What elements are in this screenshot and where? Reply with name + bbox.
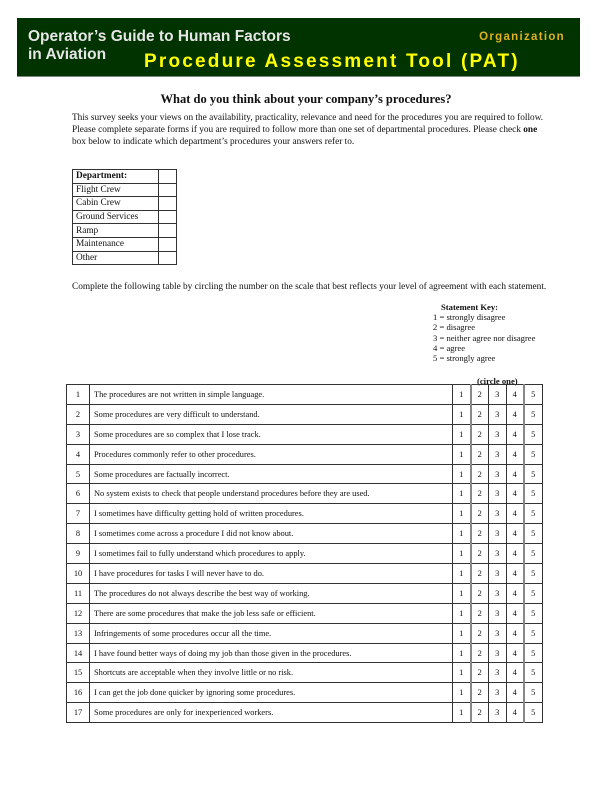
rating-option-1[interactable]: 1 [453, 583, 471, 603]
intro-bold-one: one [523, 125, 538, 136]
statement-key-item: 5 = strongly agree [433, 353, 496, 364]
rating-option-3[interactable]: 3 [489, 484, 507, 504]
statement-row [67, 504, 543, 524]
statement-number: 13 [67, 623, 90, 643]
rating-option-1[interactable]: 1 [453, 603, 471, 623]
statement-text: Infringements of some procedures occur all the time. [90, 623, 453, 643]
statement-key [433, 302, 535, 363]
rating-option-5[interactable]: 5 [524, 484, 542, 504]
statement-number: 3 [67, 424, 90, 444]
rating-option-2[interactable]: 2 [471, 524, 489, 544]
rating-option-1[interactable]: 1 [453, 683, 471, 703]
statement-number: 7 [67, 504, 90, 524]
rating-option-5[interactable]: 5 [524, 623, 542, 643]
rating-option-5[interactable]: 5 [524, 524, 542, 544]
statement-number: 15 [67, 663, 90, 683]
rating-option-5[interactable]: 5 [524, 663, 542, 683]
statement-text: I have found better ways of doing my job than those given in the procedures. [90, 643, 453, 663]
statement-row [67, 583, 543, 603]
statement-number: 2 [67, 404, 90, 424]
rating-option-4[interactable]: 4 [506, 484, 524, 504]
department-option-label: Ground Services [73, 210, 159, 224]
statement-number: 9 [67, 544, 90, 564]
rating-option-4[interactable]: 4 [506, 524, 524, 544]
department-option-row [73, 210, 177, 224]
statement-text: Procedures commonly refer to other procedures. [90, 444, 453, 464]
rating-option-4[interactable]: 4 [506, 683, 524, 703]
department-option-label: Flight Crew [73, 183, 159, 197]
department-checkbox-maintenance[interactable] [159, 237, 177, 251]
statements-table [66, 384, 543, 723]
statement-row [67, 404, 543, 424]
department-option-label: Other [73, 251, 159, 265]
rating-option-1[interactable]: 1 [453, 424, 471, 444]
rating-option-4[interactable]: 4 [506, 424, 524, 444]
statement-row [67, 603, 543, 623]
department-header: Department: [73, 170, 159, 184]
rating-option-2[interactable]: 2 [471, 583, 489, 603]
rating-option-3[interactable]: 3 [489, 404, 507, 424]
statement-row [67, 623, 543, 643]
statement-key-item: 1 = strongly disagree [433, 312, 506, 323]
rating-option-5[interactable]: 5 [524, 703, 542, 723]
rating-option-1[interactable]: 1 [453, 524, 471, 544]
department-checkbox-flight-crew[interactable] [159, 183, 177, 197]
rating-option-4[interactable]: 4 [506, 623, 524, 643]
rating-option-2[interactable]: 2 [471, 643, 489, 663]
statement-text: There are some procedures that make the job less safe or efficient. [90, 603, 453, 623]
scale-caption: (circle one) [477, 376, 518, 386]
rating-option-2[interactable]: 2 [471, 464, 489, 484]
department-header-row [73, 170, 177, 184]
rating-option-5[interactable]: 5 [524, 643, 542, 663]
statement-number: 17 [67, 703, 90, 723]
rating-option-2[interactable]: 2 [471, 623, 489, 643]
department-checkbox-cabin-crew[interactable] [159, 197, 177, 211]
rating-option-5[interactable]: 5 [524, 424, 542, 444]
intro-paragraph [72, 112, 544, 149]
rating-option-3[interactable]: 3 [489, 444, 507, 464]
rating-option-3[interactable]: 3 [489, 663, 507, 683]
rating-option-2[interactable]: 2 [471, 504, 489, 524]
rating-option-1[interactable]: 1 [453, 663, 471, 683]
rating-option-1[interactable]: 1 [453, 464, 471, 484]
statement-text: The procedures are not written in simple language. [90, 385, 453, 405]
statement-number: 1 [67, 385, 90, 405]
rating-option-4[interactable]: 4 [506, 564, 524, 584]
rating-option-5[interactable]: 5 [524, 464, 542, 484]
rating-option-5[interactable]: 5 [524, 583, 542, 603]
rating-option-3[interactable]: 3 [489, 623, 507, 643]
statement-row [67, 544, 543, 564]
rating-option-2[interactable]: 2 [471, 703, 489, 723]
statement-row [67, 524, 543, 544]
rating-option-1[interactable]: 1 [453, 544, 471, 564]
rating-option-4[interactable]: 4 [506, 385, 524, 405]
rating-option-1[interactable]: 1 [453, 484, 471, 504]
rating-option-4[interactable]: 4 [506, 544, 524, 564]
rating-option-2[interactable]: 2 [471, 424, 489, 444]
rating-option-3[interactable]: 3 [489, 564, 507, 584]
department-checkbox-ground-services[interactable] [159, 210, 177, 224]
statement-text: The procedures do not always describe the best way of working. [90, 583, 453, 603]
organization-label: Organization [479, 31, 565, 43]
rating-option-2[interactable]: 2 [471, 544, 489, 564]
rating-option-2[interactable]: 2 [471, 385, 489, 405]
rating-option-1[interactable]: 1 [453, 643, 471, 663]
statement-row [67, 464, 543, 484]
rating-option-1[interactable]: 1 [453, 564, 471, 584]
rating-option-3[interactable]: 3 [489, 643, 507, 663]
rating-option-3[interactable]: 3 [489, 385, 507, 405]
statement-key-title: Statement Key: [441, 302, 499, 312]
statement-text: Some procedures are very difficult to understand. [90, 404, 453, 424]
statement-row [67, 703, 543, 723]
statement-key-item: 4 = agree [433, 342, 466, 353]
rating-option-5[interactable]: 5 [524, 603, 542, 623]
statement-text: Some procedures are only for inexperienced workers. [90, 703, 453, 723]
rating-option-2[interactable]: 2 [471, 603, 489, 623]
rating-option-1[interactable]: 1 [453, 404, 471, 424]
statement-text: I sometimes come across a procedure I did not know about. [90, 524, 453, 544]
statement-number: 16 [67, 683, 90, 703]
tool-title: Procedure Assessment Tool (PAT) [144, 51, 520, 72]
rating-option-3[interactable]: 3 [489, 703, 507, 723]
rating-option-3[interactable]: 3 [489, 544, 507, 564]
rating-option-4[interactable]: 4 [506, 444, 524, 464]
table-instructions: Complete the following table by circling the number on the scale that best reflects your level of agreement with each statement. [72, 282, 547, 292]
statement-key-item: 3 = neither agree nor disagree [433, 332, 536, 343]
guide-title-line2: in Aviation [28, 46, 107, 63]
department-option-label: Cabin Crew [73, 197, 159, 211]
statement-text: I can get the job done quicker by ignoring some procedures. [90, 683, 453, 703]
rating-option-4[interactable]: 4 [506, 464, 524, 484]
rating-option-3[interactable]: 3 [489, 683, 507, 703]
rating-option-3[interactable]: 3 [489, 464, 507, 484]
rating-option-3[interactable]: 3 [489, 504, 507, 524]
department-checkbox-ramp[interactable] [159, 224, 177, 238]
rating-option-5[interactable]: 5 [524, 544, 542, 564]
statement-text: I have procedures for tasks I will never have to do. [90, 564, 453, 584]
statement-text: Some procedures are factually incorrect. [90, 464, 453, 484]
department-option-row [73, 251, 177, 265]
statement-text: I sometimes have difficulty getting hold of written procedures. [90, 504, 453, 524]
department-table [72, 169, 177, 265]
statement-number: 4 [67, 444, 90, 464]
rating-option-1[interactable]: 1 [453, 444, 471, 464]
rating-option-5[interactable]: 5 [524, 504, 542, 524]
rating-option-5[interactable]: 5 [524, 564, 542, 584]
statement-text: Some procedures are so complex that I lose track. [90, 424, 453, 444]
rating-option-5[interactable]: 5 [524, 404, 542, 424]
rating-option-1[interactable]: 1 [453, 703, 471, 723]
rating-option-3[interactable]: 3 [489, 583, 507, 603]
statement-row [67, 424, 543, 444]
rating-option-4[interactable]: 4 [506, 663, 524, 683]
statement-row [67, 663, 543, 683]
statement-row [67, 643, 543, 663]
rating-option-4[interactable]: 4 [506, 703, 524, 723]
rating-option-5[interactable]: 5 [524, 444, 542, 464]
department-option-row [73, 197, 177, 211]
department-checkbox-other[interactable] [159, 251, 177, 265]
department-option-label: Maintenance [73, 237, 159, 251]
department-option-row [73, 183, 177, 197]
rating-option-2[interactable]: 2 [471, 484, 489, 504]
rating-option-1[interactable]: 1 [453, 385, 471, 405]
rating-option-2[interactable]: 2 [471, 404, 489, 424]
rating-option-4[interactable]: 4 [506, 643, 524, 663]
rating-option-4[interactable]: 4 [506, 504, 524, 524]
rating-option-2[interactable]: 2 [471, 444, 489, 464]
rating-option-2[interactable]: 2 [471, 663, 489, 683]
statement-row [67, 385, 543, 405]
rating-option-1[interactable]: 1 [453, 504, 471, 524]
rating-option-4[interactable]: 4 [506, 583, 524, 603]
rating-option-3[interactable]: 3 [489, 524, 507, 544]
rating-option-1[interactable]: 1 [453, 623, 471, 643]
statement-row [67, 683, 543, 703]
rating-option-4[interactable]: 4 [506, 603, 524, 623]
statement-text: No system exists to check that people understand procedures before they are used. [90, 484, 453, 504]
department-option-label: Ramp [73, 224, 159, 238]
statement-number: 12 [67, 603, 90, 623]
rating-option-2[interactable]: 2 [471, 564, 489, 584]
statement-number: 11 [67, 583, 90, 603]
intro-text-1: This survey seeks your views on the availability, practicality, relevance and need for the procedures you are required to follow. Please complete separate forms if you are required to follow more than one set of departmental procedures. Please check [72, 113, 544, 136]
statement-row [67, 484, 543, 504]
survey-question-heading: What do you think about your company’s procedures? [160, 92, 452, 106]
department-option-row [73, 237, 177, 251]
rating-option-5[interactable]: 5 [524, 683, 542, 703]
statement-number: 10 [67, 564, 90, 584]
rating-option-5[interactable]: 5 [524, 385, 542, 405]
rating-option-2[interactable]: 2 [471, 683, 489, 703]
statement-number: 8 [67, 524, 90, 544]
statement-row [67, 564, 543, 584]
statement-text: I sometimes fail to fully understand which procedures to apply. [90, 544, 453, 564]
rating-option-4[interactable]: 4 [506, 404, 524, 424]
statement-text: Shortcuts are acceptable when they involve little or no risk. [90, 663, 453, 683]
document-header [17, 18, 580, 77]
statement-key-item: 2 = disagree [433, 322, 476, 333]
statement-row [67, 444, 543, 464]
department-header-blank [159, 170, 177, 184]
guide-title-line1: Operator’s Guide to Human Factors [28, 28, 291, 45]
statement-number: 6 [67, 484, 90, 504]
statement-number: 14 [67, 643, 90, 663]
rating-option-3[interactable]: 3 [489, 603, 507, 623]
department-option-row [73, 224, 177, 238]
statement-number: 5 [67, 464, 90, 484]
intro-text-2: box below to indicate which department’s procedures your answers refer to. [72, 137, 355, 148]
rating-option-3[interactable]: 3 [489, 424, 507, 444]
